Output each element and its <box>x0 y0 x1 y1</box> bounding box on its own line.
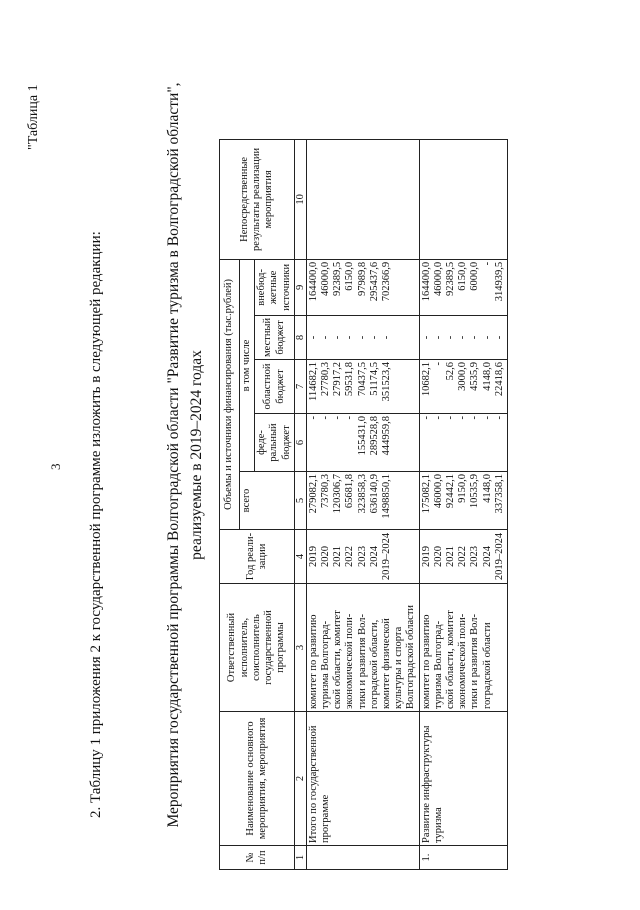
year-value: 2022 <box>344 546 356 567</box>
total-value: 337358,1 <box>493 474 505 514</box>
header-including: в том числе <box>240 259 255 471</box>
local-value: - <box>481 335 493 340</box>
federal-value: - <box>307 416 319 420</box>
federal-value: - <box>481 416 493 420</box>
extrabudgetary-value: 164400,0 <box>307 261 319 302</box>
executor-line: туризма Волгоград- <box>432 620 444 709</box>
federal-value: - <box>445 416 457 420</box>
total-value: 120306,7 <box>332 474 344 514</box>
extrabudgetary-value: 92389,5 <box>445 261 457 297</box>
regional-value: 70437,5 <box>356 362 368 397</box>
executor-line: ской области, комитет <box>332 610 344 709</box>
regional-cell <box>419 360 507 414</box>
page-number: 3 <box>48 463 63 470</box>
col-number: 5 <box>294 472 306 530</box>
total-value: 65681,8 <box>344 474 356 509</box>
federal-cell <box>306 414 419 472</box>
local-value: - <box>381 335 393 340</box>
regional-cell <box>306 360 419 414</box>
federal-value: - <box>344 416 356 420</box>
total-value: 175082,1 <box>420 474 432 514</box>
total-value: 4148,0 <box>481 474 493 503</box>
total-value: 323858,3 <box>356 474 368 514</box>
table-reference: "Таблица 1 <box>26 84 41 150</box>
year-value: 2024 <box>481 546 493 567</box>
extrabudgetary-value: 6000,0 <box>469 261 481 291</box>
extrabudgetary-value: 6150,0 <box>457 261 469 291</box>
extrabudgetary-value: 92389,5 <box>332 261 344 297</box>
regional-value: 27780,3 <box>320 362 332 397</box>
executor-line: комитет по развитию <box>307 614 319 709</box>
header-extrabudgetary: внебюд-жетные источники <box>255 259 295 315</box>
col-number: 2 <box>294 712 306 846</box>
total-value: 46000,0 <box>432 474 444 509</box>
federal-value: - <box>432 416 444 420</box>
year-value: 2020 <box>320 546 332 567</box>
federal-value: - <box>420 416 432 420</box>
total-value: 279082,1 <box>307 474 319 514</box>
executor-line: туризма Волгоград- <box>320 620 332 709</box>
activity-name-line: туризма <box>432 807 444 843</box>
table-title-line-2: реализуемые в 2019–2024 годах <box>188 350 205 560</box>
intro-paragraph: 2. Таблицу 1 приложения 2 к государственной программе изложить в следующей редакции: <box>88 231 104 818</box>
col-number: 8 <box>294 315 306 359</box>
extrabudgetary-value: 295437,6 <box>368 261 380 302</box>
col-number: 9 <box>294 259 306 315</box>
row-num <box>306 846 419 870</box>
executor-line: тики и развития Вол- <box>469 614 481 709</box>
federal-value: - <box>332 416 344 420</box>
header-local: местный бюджет <box>255 315 295 359</box>
col-number: 4 <box>294 530 306 584</box>
executor-line: гоградской области <box>481 622 493 709</box>
total-cell <box>306 472 419 530</box>
table-title <box>162 0 208 910</box>
executor-cell <box>419 584 507 712</box>
executor-cell <box>306 584 419 712</box>
header-activity-name: Наименование основного мероприятия, мероприятия <box>220 712 295 846</box>
activity-name-line: Развитие инфраструктуры <box>420 725 432 843</box>
executor-line: Волгоградской области <box>405 604 417 709</box>
col-number: 10 <box>294 139 306 259</box>
activity-name: Итого по государственной программе <box>306 712 419 846</box>
local-value: - <box>493 335 505 340</box>
total-value: 92442,1 <box>445 474 457 509</box>
regional-value: 59531,8 <box>344 362 356 397</box>
local-value: - <box>307 335 319 340</box>
local-value: - <box>356 335 368 340</box>
extrabudgetary-value: 97989,8 <box>356 261 368 297</box>
header-results: Непосредственные результаты реализации мероприятия <box>220 139 295 259</box>
year-value: 2020 <box>432 546 444 567</box>
regional-value: 22418,6 <box>493 362 505 397</box>
federal-cell <box>419 414 507 472</box>
extrabudgetary-cell <box>306 259 419 315</box>
executor-line: тики и развития Вол- <box>356 614 368 709</box>
year-cell <box>419 530 507 584</box>
year-value: 2023 <box>356 546 368 567</box>
federal-value: - <box>493 416 505 420</box>
local-value: - <box>469 335 481 340</box>
row-num: 1. <box>419 846 507 870</box>
local-value: - <box>420 335 432 340</box>
results-cell <box>306 139 419 259</box>
total-row <box>306 139 419 869</box>
local-value: - <box>432 335 444 340</box>
header-regional: областной бюджет <box>255 360 295 414</box>
year-value: 2019 <box>420 546 432 567</box>
activity-row <box>419 139 507 869</box>
federal-value: - <box>457 416 469 420</box>
extrabudgetary-value: 46000,0 <box>432 261 444 297</box>
executor-line: комитет физической <box>381 618 393 709</box>
year-value: 2019–2024 <box>381 532 393 581</box>
extrabudgetary-value: 6150,0 <box>344 261 356 291</box>
federal-value: - <box>469 416 481 420</box>
local-value: - <box>445 335 457 340</box>
col-number: 7 <box>294 360 306 414</box>
header-year: Год реали-зации <box>220 530 295 584</box>
executor-line: экономической поли- <box>344 613 356 709</box>
federal-value: 155431,0 <box>356 416 368 456</box>
regional-value: 52,6 <box>445 362 457 381</box>
local-value: - <box>332 335 344 340</box>
extrabudgetary-value: 46000,0 <box>320 261 332 297</box>
local-value: - <box>320 335 332 340</box>
header-total: всего <box>240 472 295 530</box>
regional-value: - <box>432 362 444 366</box>
regional-value: 27917,2 <box>332 362 344 397</box>
col-number: 1 <box>294 846 306 870</box>
local-value: - <box>457 335 469 340</box>
year-value: 2023 <box>469 546 481 567</box>
local-value: - <box>344 335 356 340</box>
header-federal: феде-ральный бюджет <box>255 414 295 472</box>
total-cell <box>419 472 507 530</box>
executor-line: экономической поли- <box>457 613 469 709</box>
col-number: 3 <box>294 584 306 712</box>
regional-value: 351523,4 <box>381 362 393 402</box>
regional-value: 10682,1 <box>420 362 432 397</box>
regional-value: 51174,5 <box>368 362 380 396</box>
column-number-row <box>294 139 306 869</box>
local-cell <box>306 315 419 359</box>
extrabudgetary-value: 314939,5 <box>493 261 505 302</box>
total-value: 73780,3 <box>320 474 332 509</box>
extrabudgetary-value: 164400,0 <box>420 261 432 302</box>
year-value: 2019–2024 <box>493 532 505 581</box>
results-cell <box>419 139 507 259</box>
funding-table <box>219 139 508 870</box>
regional-value: 4148,0 <box>481 362 493 391</box>
total-value: 9150,0 <box>457 474 469 503</box>
extrabudgetary-value: - <box>481 261 493 266</box>
extrabudgetary-value: 702366,9 <box>381 261 393 302</box>
year-value: 2022 <box>457 546 469 567</box>
total-value: 636140,9 <box>368 474 380 514</box>
local-value: - <box>368 335 380 340</box>
regional-value: 114682,1 <box>307 362 319 401</box>
year-cell <box>306 530 419 584</box>
header-funding: Объемы и источники финансирования (тыс.рублей) <box>220 259 240 529</box>
year-value: 2024 <box>368 546 380 567</box>
executor-line: комитет по развитию <box>420 614 432 709</box>
executor-line: гоградской области, <box>368 619 380 709</box>
federal-value: 289528,8 <box>368 416 380 456</box>
header-num: № п/п <box>220 846 295 870</box>
total-value: 1498850,1 <box>381 474 393 519</box>
year-value: 2021 <box>332 546 344 567</box>
col-number: 6 <box>294 414 306 472</box>
federal-value: - <box>320 416 332 420</box>
year-value: 2019 <box>307 546 319 567</box>
table-title-line-1: Мероприятия государственной программы Волгоградской области "Развитие туризма в Волгоградской области", <box>165 82 182 828</box>
total-value: 10535,9 <box>469 474 481 509</box>
activity-name <box>419 712 507 846</box>
executor-line: ской области, комитет <box>445 610 457 709</box>
header-executor: Ответственный исполнитель, соисполнитель государственной программы <box>220 584 295 712</box>
local-cell <box>419 315 507 359</box>
year-value: 2021 <box>445 546 457 567</box>
executor-line: культуры и спорта <box>393 626 405 709</box>
regional-value: 3000,0 <box>457 362 469 391</box>
regional-value: 4535,9 <box>469 362 481 391</box>
extrabudgetary-cell <box>419 259 507 315</box>
federal-value: 444959,8 <box>381 416 393 456</box>
